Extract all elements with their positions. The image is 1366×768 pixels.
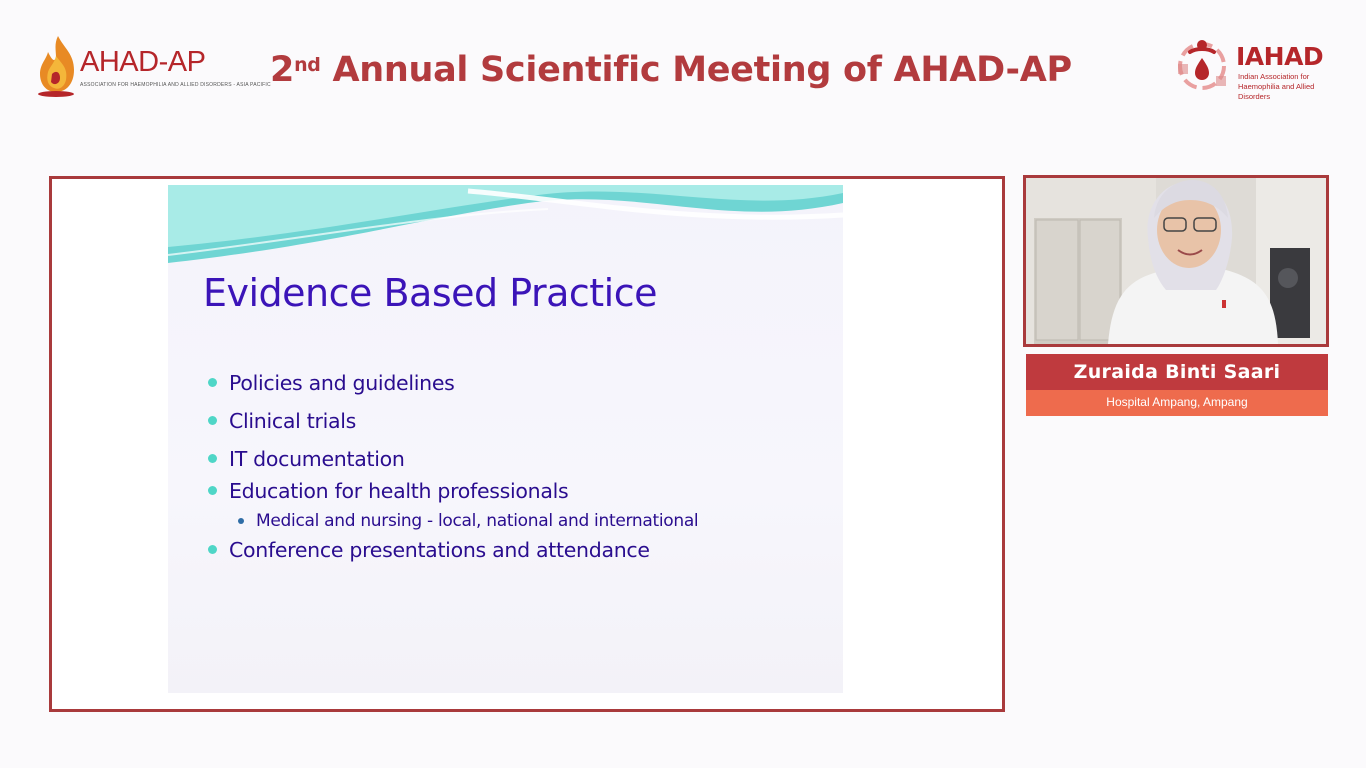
flame-icon — [34, 34, 82, 98]
list-item: Policies and guidelines — [208, 371, 455, 395]
speaker-video-feed — [1026, 178, 1326, 344]
sub-bullet-icon — [238, 518, 244, 524]
list-item: Clinical trials — [208, 409, 356, 433]
page-title — [270, 50, 1130, 90]
slide-title: Evidence Based Practice — [203, 271, 657, 315]
title-rest: Annual Scientific Meeting of AHAD-AP — [320, 50, 1072, 90]
ahad-ap-logo-name: AHAD-AP — [80, 46, 206, 78]
ahad-ap-logo-tagline: ASSOCIATION FOR HAEMOPHILIA AND ALLIED DISORDERS - ASIA PACIFIC — [80, 82, 271, 88]
title-ordinal: 2 — [270, 50, 295, 90]
ahad-ap-logo — [30, 32, 271, 104]
slide-share-panel — [49, 176, 1005, 712]
presentation-slide — [168, 185, 843, 693]
list-sub-item: Medical and nursing - local, national and international — [238, 511, 698, 531]
title-ordinal-suffix: nd — [294, 54, 321, 76]
bullet-icon — [208, 486, 217, 495]
iahad-logo — [1172, 36, 1344, 101]
bullet-icon — [208, 454, 217, 463]
bullet-icon — [208, 416, 217, 425]
iahad-mark-icon — [1172, 36, 1234, 96]
bullet-icon — [208, 545, 217, 554]
slide-wave-decoration — [168, 185, 843, 265]
iahad-logo-name: IAHAD — [1236, 42, 1324, 71]
speaker-name: Zuraida Binti Saari — [1026, 354, 1328, 390]
speaker-video — [1023, 175, 1329, 347]
speaker-affiliation: Hospital Ampang, Ampang — [1026, 390, 1328, 416]
bullet-icon — [208, 378, 217, 387]
list-item: Education for health professionals — [208, 479, 568, 503]
list-item: IT documentation — [208, 447, 405, 471]
list-item: Conference presentations and attendance — [208, 538, 650, 562]
iahad-logo-tagline: Indian Association for Haemophilia and Allied Disorders — [1238, 72, 1315, 101]
